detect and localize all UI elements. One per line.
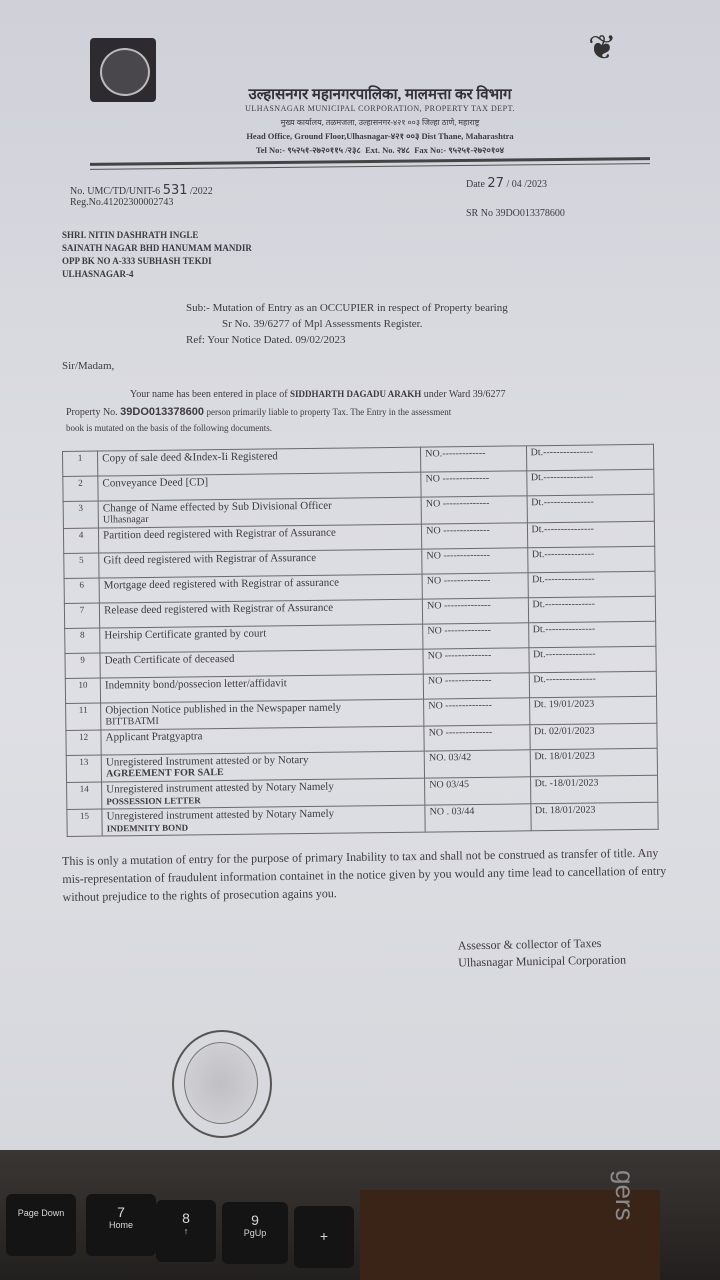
keyboard-background (0, 1150, 720, 1280)
document-date: Dt.--------------- (526, 469, 654, 496)
document-description: Mortgage deed registered with Registrar of assurance (99, 574, 422, 603)
document-date: Dt.--------------- (528, 646, 656, 673)
document-date: Dt.--------------- (528, 596, 656, 623)
addressee-line2: SAINATH NAGAR BHD HANUMAM MANDIR (62, 243, 252, 253)
up-arrow-key[interactable]: 8 ↑ (156, 1200, 216, 1262)
document-number: NO -------------- (423, 673, 529, 699)
document-date: Dt.--------------- (528, 571, 656, 598)
document-description: Gift deed registered with Registrar of Assurance (99, 549, 422, 578)
row-number: 14 (67, 782, 102, 809)
document-description: Unregistered Instrument attested or by Notary AGREEMENT FOR SALE (101, 751, 424, 782)
document-description: Release deed registered with Registrar of Assurance (99, 599, 422, 628)
row-number: 15 (67, 809, 102, 836)
document-description: Copy of sale deed &Index-Ii Registered (98, 447, 421, 476)
row-number: 3 (63, 501, 98, 528)
document-date: Dt. 19/01/2023 (529, 696, 657, 725)
document-date: Dt.--------------- (527, 521, 655, 548)
document-number: NO. 03/42 (424, 750, 530, 778)
document-date: Dt. 18/01/2023 (530, 802, 658, 831)
header-address-marathi: मुख्य कार्यालय, तळमजला, उल्हासनगर-४२१ ००३ जिल्हा ठाणे, महाराष्ट्र (280, 118, 480, 127)
document-number: NO -------------- (421, 471, 527, 497)
row-number: 10 (65, 678, 100, 703)
ref-number: No. UMC/TD/UNIT-6 531 /2022 (70, 183, 213, 198)
row-number: 11 (66, 703, 101, 730)
sr-number: SR No 39DO013378600 (466, 208, 565, 219)
row-number: 7 (64, 603, 99, 628)
reg-number: Reg.No.41202300002743 (70, 197, 174, 208)
document-number: NO -------------- (422, 573, 528, 599)
subject-ref: Ref: Your Notice Dated. 09/02/2023 (186, 334, 346, 346)
header-head-office: Head Office, Ground Floor,Ulhasnagar-४२१ ००३ Dist Thane, Maharashtra (246, 131, 514, 141)
addressee-line1: SHRI. NITIN DASHRATH INGLE (62, 230, 199, 240)
document-date: Dt.--------------- (529, 671, 657, 698)
row-number: 9 (65, 653, 100, 678)
document-number: NO -------------- (423, 623, 529, 649)
row-number: 5 (64, 553, 99, 578)
signatory-title: Assessor & collector of Taxes (457, 935, 602, 953)
body-line3: book is mutated on the basis of the following documents. (66, 423, 272, 433)
document-description: Change of Name effected by Sub Divisional Officer Ulhasnagar (98, 497, 421, 528)
header-title-marathi: उल्हासनगर महानगरपालिका, मालमत्ता कर विभाग (248, 87, 512, 103)
document-number: NO -------------- (422, 523, 528, 549)
document-number: NO -------------- (424, 725, 530, 751)
document-description: Partition deed registered with Registrar of Assurance (99, 524, 422, 553)
document-description: Unregistered instrument attested by Notary Namely POSSESSION LETTER (102, 778, 425, 809)
document-number: NO -------------- (422, 548, 528, 574)
document-date: Dt. 02/01/2023 (529, 723, 657, 750)
document-number: NO -------------- (421, 496, 527, 524)
signature-block (458, 935, 627, 972)
document-description: Death Certificate of deceased (100, 649, 423, 678)
subject-sr: Sr No. 39/6277 of Mpl Assessments Register. (222, 318, 423, 330)
row-number: 2 (63, 476, 98, 501)
page-up-key[interactable]: 9 PgUp (222, 1202, 288, 1264)
document-description: Conveyance Deed [CD] (98, 472, 421, 501)
subject-line: Sub:- Mutation of Entry as an OCCUPIER in respect of Property bearing (186, 302, 508, 314)
document-description: Heirship Certificate granted by court (100, 624, 423, 653)
header-title-english: ULHASNAGAR MUNICIPAL CORPORATION, PROPERTY TAX DEPT. (245, 104, 515, 113)
addressee-line3: OPP BK NO A-333 SUBHASH TEKDI (62, 256, 212, 266)
row-number: 6 (64, 578, 99, 603)
addressee-line4: ULHASNAGAR-4 (62, 269, 134, 279)
document-date: Dt.--------------- (526, 444, 654, 471)
corner-emblem-icon: ❦ (588, 28, 617, 68)
document-number: NO -------------- (423, 598, 529, 624)
document-date: Dt.--------------- (527, 546, 655, 573)
document-number: NO 03/45 (425, 777, 531, 805)
document-description: Objection Notice published in the Newspaper namely BITTBATMI (101, 699, 424, 730)
laptop-brand-text: gers (610, 1170, 640, 1221)
document-number: NO . 03/44 (425, 804, 531, 832)
document-description: Unregistered instrument attested by Notary Namely INDEMNITY BOND (102, 805, 425, 836)
document-description: Indemnity bond/possecion letter/affidavit (100, 674, 423, 703)
documents-table (62, 444, 659, 837)
row-number: 8 (65, 628, 100, 653)
disclaimer-note: This is only a mutation of entry for the purpose of primary Inability to tax and shall not be construed as transfer of title. Any mis-representation of fraudulent information containet in the notice given by you would any time lead to cancellation of entry without prejudice to the rights of prosecution agains you. (62, 845, 667, 904)
document-number: NO -------------- (424, 698, 530, 726)
official-seal-icon (172, 1030, 272, 1138)
header-contact: Tel No:- ९५२५१-२७२०११५ /२३८ Ext. No. २४८ Fax No:- ९५२५१-२७२०१०४ (255, 145, 505, 155)
document-description: Applicant Pratgyaptra (101, 726, 424, 755)
page-down-key[interactable]: Page Down (6, 1194, 76, 1256)
letter-date: Date 27 / 04 /2023 (466, 176, 547, 191)
table-row (67, 802, 658, 836)
document-date: Dt. 18/01/2023 (530, 748, 658, 777)
row-number: 13 (66, 755, 101, 782)
salutation: Sir/Madam, (62, 360, 115, 372)
document-date: Dt.--------------- (528, 621, 656, 648)
row-number: 4 (63, 528, 98, 553)
body-line2: Property No. 39DO013378600 person primarily liable to property Tax. The Entry in the assessment (66, 406, 452, 418)
document-date: Dt.--------------- (527, 494, 655, 523)
row-number: 12 (66, 730, 101, 755)
municipal-logo (90, 38, 156, 102)
row-number: 1 (63, 451, 98, 476)
plus-key[interactable]: + (294, 1206, 354, 1268)
document-number: NO.------------- (421, 446, 527, 472)
body-line1: Your name has been entered in place of SIDDHARTH DAGADU ARAKH under Ward 39/6277 (130, 389, 506, 400)
signatory-org: Ulhasnagar Municipal Corporation (458, 952, 627, 970)
document-date: Dt. -18/01/2023 (530, 775, 658, 804)
document-number: NO -------------- (423, 648, 529, 674)
home-key[interactable]: 7 Home (86, 1194, 156, 1256)
